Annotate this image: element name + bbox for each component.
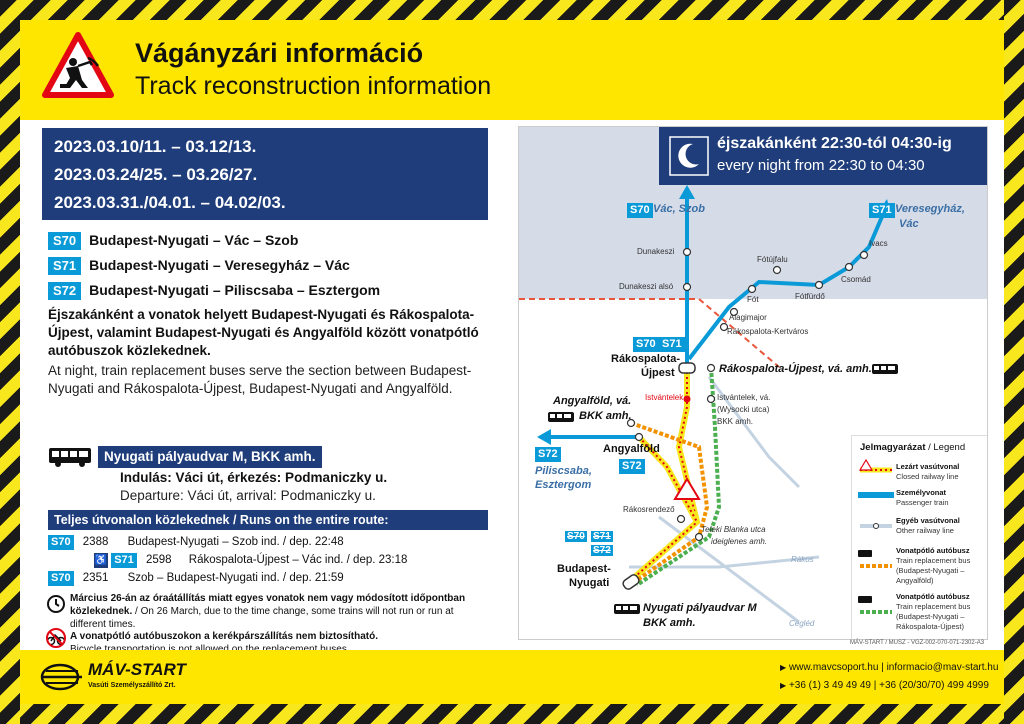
main-content [20, 120, 1004, 650]
trip-badge: S70 [48, 535, 74, 550]
trip-row [48, 534, 344, 550]
struck-badge-s70: S70 [567, 531, 585, 542]
station-csomad: Csomád [841, 275, 871, 284]
trip-number: 2598 [145, 554, 172, 566]
trip-number: 2351 [82, 572, 109, 584]
station-dunakeszi-also: Dunakeszi alsó [619, 282, 674, 291]
footer [20, 650, 1004, 704]
document-code: MÁV-START / MUSZ - VGZ-002-070-071-2302-A3 [850, 640, 985, 646]
page-title: Vágányzári információ [135, 38, 424, 68]
clock-icon [46, 594, 66, 614]
legend-item-hu: Személyvonat [896, 488, 947, 497]
legend-item-en: Train replacement bus (Budapest-Nyugati – Rákospalota-Újpest) [896, 602, 971, 631]
legend-swatches [856, 456, 896, 640]
bus-stop-istvantelek-3: BKK amh. [717, 417, 754, 426]
intro-hu: Éjszakánként a vonatok helyett Budapest-Nyugati és Rákospalota-Újpest, valamint Budapest-Nyugati és Angyalföld között vonatpótló autóbuszok közlekednek. [48, 307, 479, 358]
trip-number: 2388 [82, 536, 109, 548]
bus-icon [613, 603, 641, 617]
hazard-stripe-top [0, 0, 1024, 20]
station-fotfurdo: Fótfürdő [795, 292, 825, 301]
trip-text: Rákospalota-Újpest – Vác ind. / dep. 23:18 [188, 554, 408, 566]
date-range-3: 2023.03.31./04.01. – 04.02/03. [54, 193, 286, 212]
clock-note [70, 592, 470, 631]
clock-note-en: / On 26 March, due to the time change, some trains will not run or run at different times. [70, 606, 454, 630]
bus-icon [547, 411, 575, 425]
map-badge-s72: S72 [535, 447, 561, 462]
footer-phone [780, 680, 989, 691]
moon-icon [669, 136, 709, 176]
hazard-stripe-right [1004, 0, 1024, 724]
map-badge-s71: S71 [869, 203, 895, 218]
departure-en: Departure: Váci út, arrival: Podmaniczky u. [120, 488, 376, 503]
bus-icon [871, 363, 899, 377]
station-istvantelek: Istvántelek [645, 393, 684, 402]
map-s72-destination-2: Esztergom [535, 479, 592, 491]
legend-item-hu: Vonatpótló autóbusz [896, 592, 970, 601]
station-ivacs: Ivacs [869, 239, 888, 248]
station-alagimajor: Alagimajor [729, 313, 767, 322]
night-hours-panel [659, 127, 987, 185]
legend-item-en: Passenger train [896, 498, 949, 507]
trip-row [94, 552, 407, 568]
entire-route-heading: Teljes útvonalon közlekednek / Runs on the entire route: [48, 510, 488, 530]
clock-note-hu: Március 26-án az óraátállítás miatt egyes vonatok nem vagy módosított időpontban közlekednek. [70, 593, 466, 617]
line-cegled: Cegléd [789, 619, 815, 628]
map-badge-s72: S72 [619, 459, 645, 474]
departure-hu: Indulás: Váci út, érkezés: Podmaniczky u. [120, 470, 388, 485]
bus-stop-teleki-2: ideiglenes amh. [711, 537, 768, 546]
line-rakos: Rákos [791, 555, 814, 564]
map-badge-s70: S70 [627, 203, 653, 218]
route-badge: S72 [48, 282, 81, 300]
page-subtitle: Track reconstruction information [135, 72, 492, 100]
bus-stop-row [48, 446, 488, 468]
struck-badge-s71: S71 [593, 531, 611, 542]
contact-web: www.mavcsoport.hu | informacio@mav-start.hu [788, 662, 999, 673]
hazard-stripe-bottom [0, 704, 1024, 724]
legend-title-hu: Jelmagyarázat [860, 442, 926, 453]
station-angyalfold: Angyalföld [603, 443, 660, 455]
station-fot: Fót [747, 295, 759, 304]
map-badge-s71: S71 [659, 337, 685, 352]
route-badge: S71 [48, 257, 81, 275]
legend-item-bus-angyalfold [896, 546, 986, 586]
night-hours-en: every night from 22:30 to 04:30 [717, 157, 925, 174]
bus-stop-rakospalota-ujpest: Rákospalota-Újpest, vá. amh. [719, 363, 872, 375]
legend-item-en: Train replacement bus (Budapest-Nyugati – Angyalföld) [896, 556, 971, 585]
footer-web [780, 662, 998, 673]
map-legend [851, 435, 988, 640]
phone-icon: ▶ [780, 681, 787, 690]
station-nyugati-2: Nyugati [569, 577, 610, 589]
station-rakospalota-kertvaros: Rákospalota-Kertváros [727, 327, 809, 336]
mav-start-logo-mark [40, 662, 84, 692]
legend-title [860, 442, 965, 453]
route-row [48, 230, 298, 250]
route-badge: S70 [48, 232, 81, 250]
bus-stop-angyalfold-2: BKK amh. [579, 410, 632, 422]
legend-item-hu: Egyéb vasútvonal [896, 516, 960, 525]
map-s71-destination-2: Vác [899, 218, 919, 230]
bike-note-hu: A vonatpótló autóbuszokon a kerékpárszállítás nem biztosítható. [70, 631, 379, 642]
bus-stop-name: Nyugati pályaudvar M, BKK amh. [98, 446, 322, 468]
route-map [518, 126, 988, 640]
hazard-stripe-left [0, 0, 20, 724]
station-rakospalota-ujpest-1: Rákospalota- [611, 353, 681, 365]
legend-item-bus-ujpest [896, 592, 986, 632]
map-s72-destination-1: Piliscsaba, [535, 465, 592, 477]
trip-badge: S71 [111, 553, 137, 568]
brand-subtitle: Vasúti Személyszállító Zrt. [88, 682, 176, 689]
trip-text: Budapest-Nyugati – Szob ind. / dep. 22:48 [127, 536, 344, 548]
contact-phone: +36 (1) 3 49 49 49 | +36 (20/30/70) 499 4999 [788, 680, 989, 691]
header [20, 20, 1004, 120]
bus-stop-istvantelek-2: (Wysocki utca) [717, 405, 770, 414]
bus-stop-teleki-1: Teleki Blanka utca [701, 525, 766, 534]
route-name: Budapest-Nyugati – Vác – Szob [89, 232, 299, 248]
struck-badge-s72: S72 [593, 545, 611, 556]
date-panel [42, 128, 488, 220]
bus-stop-angyalfold-1: Angyalföld, vá. [553, 395, 632, 407]
trip-text: Szob – Budapest-Nyugati ind. / dep. 21:59 [127, 572, 344, 584]
route-name: Budapest-Nyugati – Veresegyház – Vác [89, 257, 350, 273]
legend-item-hu: Vonatpótló autóbusz [896, 546, 970, 555]
poster-body [20, 20, 1004, 704]
brand-name: MÁV-START [88, 660, 186, 679]
map-s70-destination: Vác, Szob [653, 203, 705, 215]
trip-badge: S70 [48, 571, 74, 586]
bus-icon [48, 446, 92, 468]
warning-worker-icon [42, 32, 114, 98]
route-name: Budapest-Nyugati – Piliscsaba – Esztergom [89, 282, 381, 298]
station-rakospalota-ujpest-2: Újpest [641, 367, 675, 379]
intro-en: At night, train replacement buses serve the section between Budapest-Nyugati and Rákospalota-Újpest, Budapest-Nyugati and Angyalföld. [48, 363, 472, 396]
legend-item-closed [896, 462, 986, 482]
legend-item-passenger [896, 488, 986, 508]
legend-title-en: / Legend [928, 442, 966, 453]
legend-item-other [896, 516, 986, 536]
date-range-1: 2023.03.10/11. – 03.12/13. [54, 137, 257, 156]
station-nyugati-1: Budapest- [557, 563, 611, 575]
station-fotujfalu: Fótújfalu [757, 255, 788, 264]
route-row [48, 280, 380, 300]
station-rakosrendezo: Rákosrendező [623, 505, 675, 514]
accessible-icon: ♿ [94, 555, 108, 566]
legend-item-en: Closed railway line [896, 472, 959, 481]
map-s71-destination-1: Veresegyház, [895, 203, 965, 215]
route-row [48, 255, 350, 275]
web-icon: ▶ [780, 663, 787, 672]
legend-item-hu: Lezárt vasútvonal [896, 462, 960, 471]
no-bicycle-icon [46, 628, 66, 648]
trip-row [48, 570, 344, 586]
night-hours-hu: éjszakánként 22:30-tól 04:30-ig [717, 135, 952, 152]
date-range-2: 2023.03.24/25. – 03.26/27. [54, 165, 258, 184]
legend-item-en: Other railway line [896, 526, 954, 535]
station-dunakeszi: Dunakeszi [637, 247, 675, 256]
bus-stop-nyugati-1: Nyugati pályaudvar M [643, 602, 757, 614]
map-badge-s70: S70 [633, 337, 659, 352]
bus-stop-istvantelek-1: Istvántelek, vá. [717, 393, 771, 402]
bus-stop-nyugati-2: BKK amh. [643, 617, 696, 629]
